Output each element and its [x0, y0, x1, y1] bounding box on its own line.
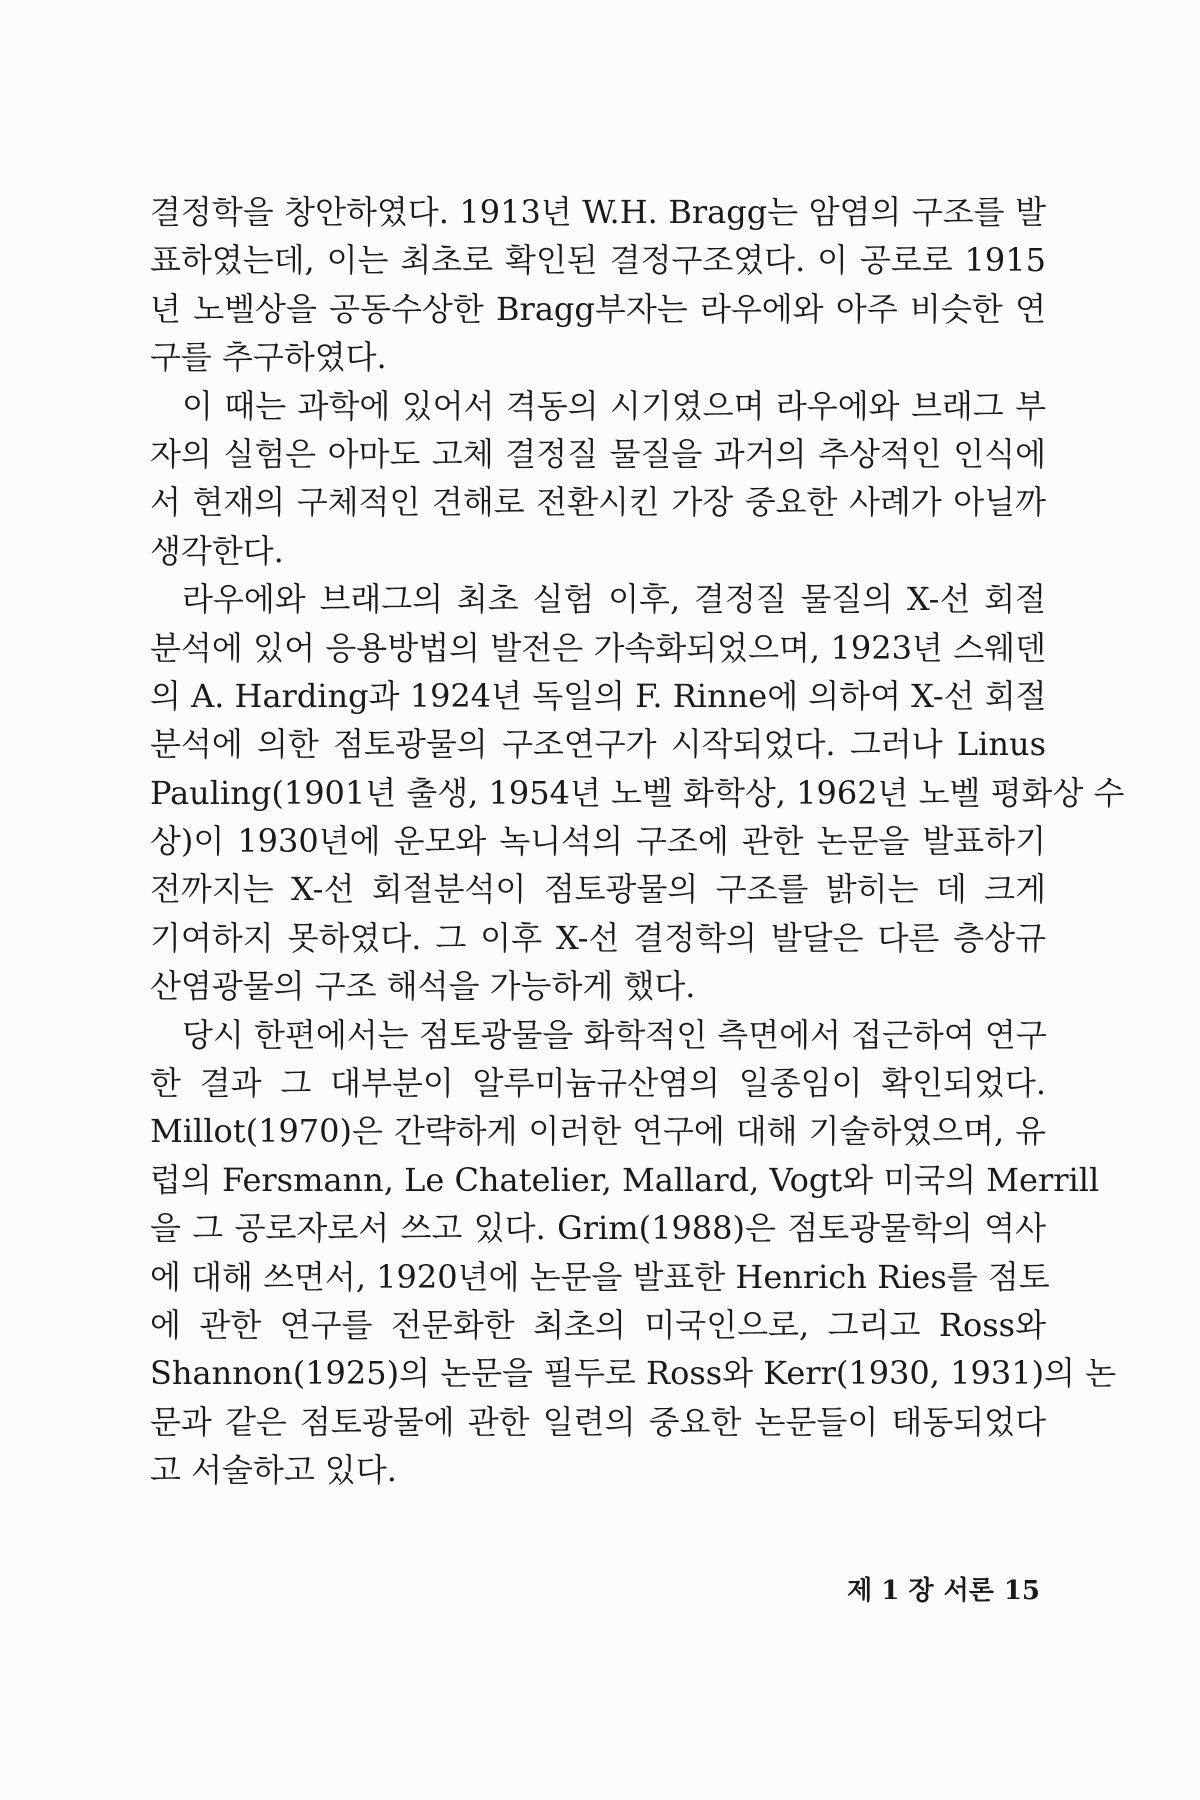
text-line: 구를 추구하였다.	[150, 338, 387, 377]
chapter-title: 서론	[943, 1576, 994, 1606]
text-line: 당시 한편에서는 점토광물을 화학적인 측면에서 접근하여 연구	[182, 1015, 1047, 1054]
text-line: 생각한다.	[150, 531, 284, 570]
text-line: Shannon(1925)의 논문을 필두로 Ross와 Kerr(1930, 1931)의 논	[150, 1354, 1117, 1393]
text-line: 서 현재의 구체적인 견해로 전환시킨 가장 중요한 사례가 아닐까	[150, 483, 1046, 522]
text-line: 고 서술하고 있다.	[150, 1451, 397, 1490]
text-line: 표하였는데, 이는 최초로 확인된 결정구조였다. 이 공로로 1915	[150, 241, 1046, 280]
text-line: 전까지는 X-선 회절분석이 점토광물의 구조를 밝히는 데 크게	[150, 870, 1046, 909]
text-line: 기여하지 못하였다. 그 이후 X-선 결정학의 발달은 다른 층상규	[150, 918, 1046, 957]
text-line: 라우에와 브래그의 최초 실험 이후, 결정질 물질의 X-선 회절	[182, 580, 1046, 619]
text-line: 분석에 있어 응용방법의 발전은 가속화되었으며, 1923년 스웨덴	[150, 628, 1046, 667]
page-footer	[800, 1570, 1040, 1607]
page-number: 15	[1003, 1576, 1040, 1606]
text-line: 자의 실험은 아마도 고체 결정질 물질을 과거의 추상적인 인식에	[150, 434, 1046, 473]
text-line: 한 결과 그 대부분이 알루미늄규산염의 일종임이 확인되었다.	[150, 1064, 1046, 1103]
chapter-label: 제 1 장	[847, 1576, 934, 1606]
text-line: 에 대해 쓰면서, 1920년에 논문을 발표한 Henrich Ries를 점토	[150, 1257, 1050, 1296]
text-line: 상)이 1930년에 운모와 녹니석의 구조에 관한 논문을 발표하기	[150, 822, 1046, 861]
text-line: 이 때는 과학에 있어서 격동의 시기였으며 라우에와 브래그 부	[182, 386, 1046, 425]
body-text	[150, 188, 1125, 1495]
text-line: 산염광물의 구조 해석을 가능하게 했다.	[150, 967, 696, 1006]
text-line: Pauling(1901년 출생, 1954년 노벨 화학상, 1962년 노벨 평화상 수	[150, 773, 1125, 812]
text-line: 을 그 공로자로서 쓰고 있다. Grim(1988)은 점토광물학의 역사	[150, 1209, 1046, 1248]
text-line: 럽의 Fersmann, Le Chatelier, Mallard, Vogt와 미국의 Merrill	[150, 1160, 1100, 1199]
text-line: 에 관한 연구를 전문화한 최초의 미국인으로, 그리고 Ross와	[150, 1305, 1046, 1344]
text-line: 문과 같은 점토광물에 관한 일련의 중요한 논문들이 태동되었다	[150, 1402, 1046, 1441]
text-line: 의 A. Harding과 1924년 독일의 F. Rinne에 의하여 X-선 회절	[150, 676, 1047, 715]
text-line: 분석에 의한 점토광물의 구조연구가 시작되었다. 그러나 Linus	[150, 725, 1046, 764]
text-line: 년 노벨상을 공동수상한 Bragg부자는 라우에와 아주 비슷한 연	[150, 289, 1046, 328]
text-line: Millot(1970)은 간략하게 이러한 연구에 대해 기술하였으며, 유	[150, 1112, 1046, 1151]
text-line: 결정학을 창안하였다. 1913년 W.H. Bragg는 암염의 구조를 발	[150, 193, 1046, 231]
